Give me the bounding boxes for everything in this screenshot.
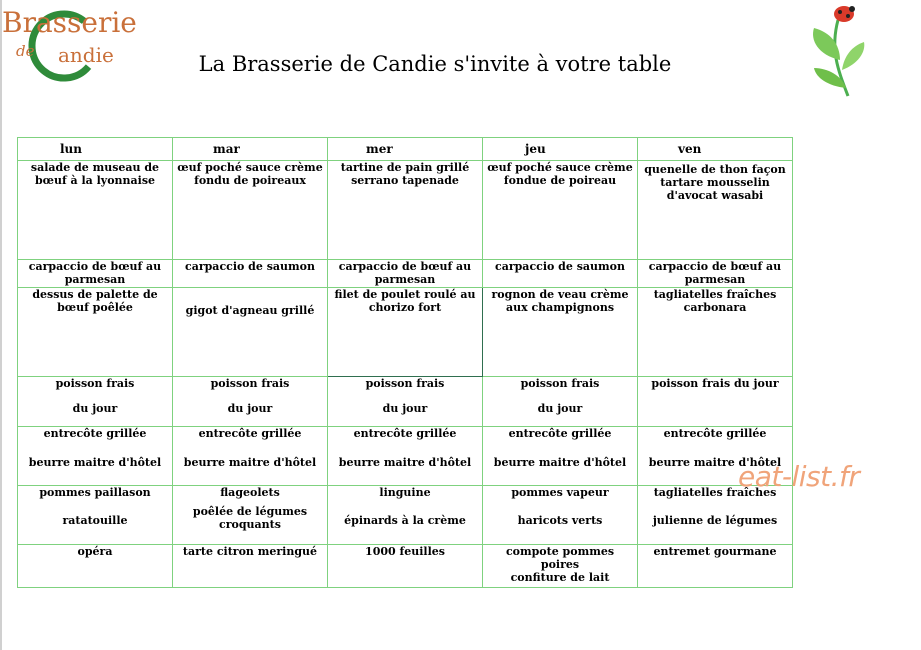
menu-row-dessert	[18, 545, 793, 588]
menu-row-carpaccio	[18, 260, 793, 288]
svg-text:andie: andie	[58, 43, 114, 67]
menu-cell: œuf poché sauce crème fondue de poireau	[483, 161, 638, 260]
menu-cell: opéra	[18, 545, 173, 588]
day-header	[18, 138, 173, 161]
menu-cell: entrecôte grillée beurre maitre d'hôtel	[483, 427, 638, 486]
menu-cell: pommes paillason ratatouille	[18, 486, 173, 545]
day-header	[483, 138, 638, 161]
menu-cell: gigot d'agneau grillé	[173, 288, 328, 377]
menu-cell: entrecôte grillée beurre maitre d'hôtel	[328, 427, 483, 486]
menu-cell: carpaccio de bœuf au parmesan	[638, 260, 793, 288]
menu-row-viande	[18, 427, 793, 486]
menu-cell: poisson frais du jour	[483, 377, 638, 427]
day-header	[173, 138, 328, 161]
menu-cell: poisson frais du jour	[328, 377, 483, 427]
menu-cell: poisson frais du jour	[173, 377, 328, 427]
menu-cell: entremet gourmane	[638, 545, 793, 588]
logo-graphic	[0, 0, 137, 92]
menu-cell: tagliatelles fraîches carbonara	[638, 288, 793, 377]
menu-cell: filet de poulet roulé au chorizo fort	[328, 288, 483, 377]
menu-cell: carpaccio de bœuf au parmesan	[18, 260, 173, 288]
menu-cell: poisson frais du jour	[638, 377, 793, 427]
day-label: ven	[678, 141, 702, 156]
menu-row-entree	[18, 161, 793, 260]
svg-text:Brasserie: Brasserie	[2, 6, 137, 39]
day-label: mar	[213, 141, 240, 156]
menu-cell: rognon de veau crème aux champignons	[483, 288, 638, 377]
menu-cell: tagliatelles fraîches julienne de légumes	[638, 486, 793, 545]
svg-text:de: de	[16, 42, 35, 60]
menu-cell: carpaccio de saumon	[483, 260, 638, 288]
day-label: jeu	[525, 141, 546, 156]
menu-cell: 1000 feuilles	[328, 545, 483, 588]
brasserie-logo	[0, 0, 137, 92]
menu-cell: carpaccio de bœuf au parmesan	[328, 260, 483, 288]
ladybug-leaf-image	[808, 0, 866, 96]
weekly-menu-table	[17, 137, 793, 588]
menu-cell: entrecôte grillée beurre maitre d'hôtel	[638, 427, 793, 486]
menu-cell: entrecôte grillée beurre maitre d'hôtel	[18, 427, 173, 486]
left-edge-divider	[0, 0, 2, 650]
menu-cell: flageolets poêlée de légumes croquants	[173, 486, 328, 545]
menu-cell: salade de museau de bœuf à la lyonnaise	[18, 161, 173, 260]
watermark-text: eat-list.fr	[738, 460, 860, 493]
menu-cell: quenelle de thon façon tartare mousselin d'avocat wasabi	[638, 161, 793, 260]
day-header	[638, 138, 793, 161]
menu-cell: compote pommes poires confiture de lait	[483, 545, 638, 588]
day-label: lun	[60, 141, 83, 156]
menu-cell: linguine épinards à la crème	[328, 486, 483, 545]
menu-row-poisson	[18, 377, 793, 427]
page-title: La Brasserie de Candie s'invite à votre table	[198, 52, 672, 76]
days-header-row	[18, 138, 793, 161]
menu-cell: poisson frais du jour	[18, 377, 173, 427]
menu-row-garniture	[18, 486, 793, 545]
menu-row-plat	[18, 288, 793, 377]
menu-cell: entrecôte grillée beurre maitre d'hôtel	[173, 427, 328, 486]
day-label: mer	[366, 141, 393, 156]
menu-cell: tarte citron meringué	[173, 545, 328, 588]
menu-cell: carpaccio de saumon	[173, 260, 328, 288]
menu-cell: œuf poché sauce crème fondu de poireaux	[173, 161, 328, 260]
day-header	[328, 138, 483, 161]
menu-cell: pommes vapeur haricots verts	[483, 486, 638, 545]
menu-cell: tartine de pain grillé serrano tapenade	[328, 161, 483, 260]
menu-cell: dessus de palette de bœuf poêlée	[18, 288, 173, 377]
